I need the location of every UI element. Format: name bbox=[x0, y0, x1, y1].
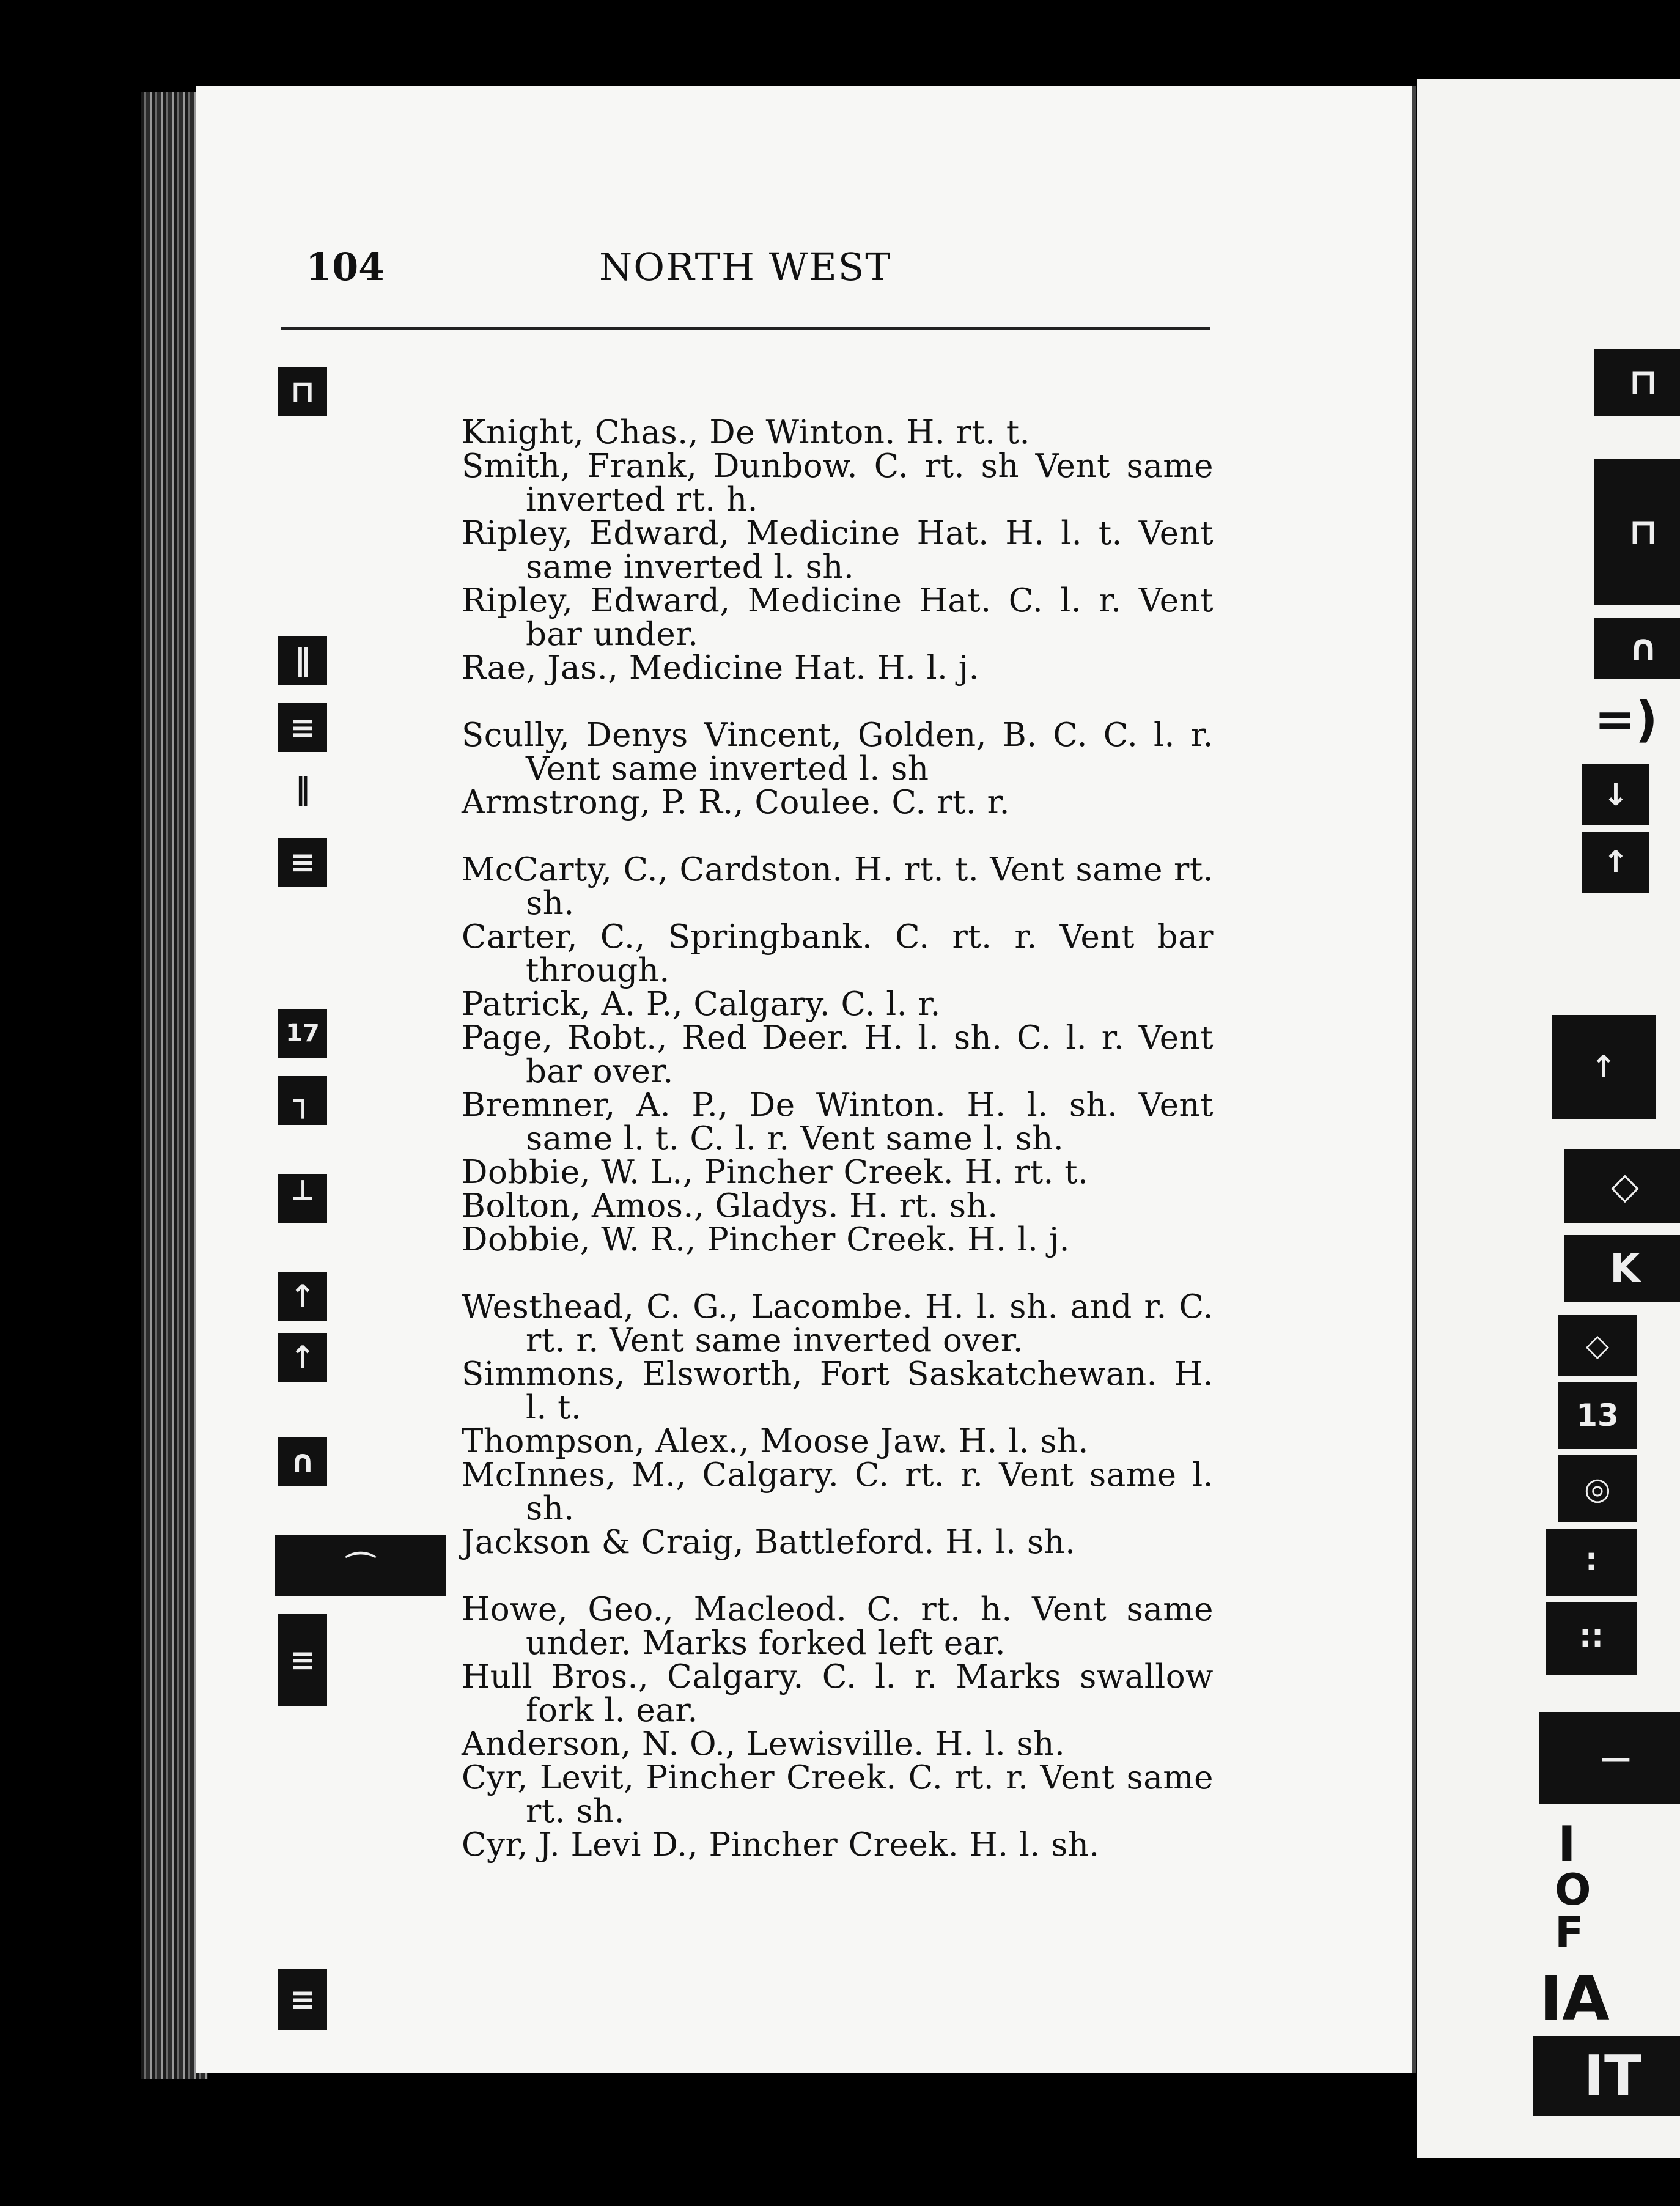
register-entry: Cyr, J. Levi D., Pincher Creek. H. l. sh. bbox=[462, 1826, 1100, 1864]
facing-brand-k: K bbox=[1564, 1235, 1680, 1302]
register-entry: Bolton, Amos., Gladys. H. rt. sh. bbox=[462, 1187, 998, 1225]
facing-brand-mark: ⊓ bbox=[1594, 349, 1680, 416]
brand-mark: 17 bbox=[278, 1009, 327, 1058]
facing-text: I bbox=[1558, 1816, 1576, 1873]
facing-brand-mark: ◇ bbox=[1558, 1315, 1637, 1376]
page-title: NORTH WEST bbox=[599, 245, 892, 289]
register-entry: Armstrong, P. R., Coulee. C. rt. r. bbox=[462, 784, 1010, 821]
brand-mark: ‖ bbox=[295, 771, 311, 806]
facing-text: F bbox=[1555, 1908, 1584, 1958]
register-entry: Patrick, A. P., Calgary. C. l. r. bbox=[462, 986, 941, 1023]
register-entry: Scully, Denys Vincent, Golden, B. C. C. l. r. Vent same inverted l. sh bbox=[462, 717, 1214, 788]
facing-brand-mark: ↑ bbox=[1552, 1015, 1656, 1119]
facing-page bbox=[1417, 79, 1680, 2158]
register-entry: Page, Robt., Red Deer. H. l. sh. C. l. r. Vent bar over. bbox=[462, 1019, 1214, 1090]
register-entry: Dobbie, W. L., Pincher Creek. H. rt. t. bbox=[462, 1154, 1089, 1191]
page-number: 104 bbox=[306, 245, 385, 289]
brand-mark: ≡ bbox=[278, 1969, 327, 2030]
register-entry: Smith, Frank, Dunbow. C. rt. sh Vent same inverted rt. h. bbox=[462, 448, 1214, 518]
brand-mark: ⌒ bbox=[275, 1535, 446, 1596]
facing-brand-mark: ◇ bbox=[1564, 1149, 1680, 1223]
facing-brand-mark: ∷ bbox=[1546, 1602, 1637, 1675]
facing-brand-mark: ↓ bbox=[1582, 764, 1649, 825]
register-entry: Westhead, C. G., Lacombe. H. l. sh. and r. C. rt. r. Vent same inverted over. bbox=[462, 1288, 1214, 1359]
facing-brand-13: 13 bbox=[1558, 1382, 1637, 1449]
brand-mark: ≡ bbox=[278, 703, 327, 752]
brand-mark: ↑ bbox=[278, 1272, 327, 1321]
register-entry: Hull Bros., Calgary. C. l. r. Marks swallow fork l. ear. bbox=[462, 1658, 1214, 1729]
brand-mark: ┴ bbox=[278, 1174, 327, 1223]
register-entry: Thompson, Alex., Moose Jaw. H. l. sh. bbox=[462, 1423, 1089, 1460]
register-entry: McInnes, M., Calgary. C. rt. r. Vent same l. sh. bbox=[462, 1456, 1214, 1527]
register-entry: Ripley, Edward, Medicine Hat. C. l. r. Vent bar under. bbox=[462, 582, 1214, 653]
register-entry: McCarty, C., Cardston. H. rt. t. Vent same rt. sh. bbox=[462, 851, 1214, 922]
register-entry: Dobbie, W. R., Pincher Creek. H. l. j. bbox=[462, 1221, 1070, 1258]
register-entry: Howe, Geo., Macleod. C. rt. h. Vent same under. Marks forked left ear. bbox=[462, 1591, 1214, 1662]
book-page bbox=[196, 86, 1416, 2073]
register-entry: Bremner, A. P., De Winton. H. l. sh. Vent same l. t. C. l. r. Vent same l. sh. bbox=[462, 1086, 1214, 1157]
page-header bbox=[196, 245, 1412, 300]
register-entry: Rae, Jas., Medicine Hat. H. l. j. bbox=[462, 649, 980, 687]
register-entry: Simmons, Elsworth, Fort Saskatchewan. H. l. t. bbox=[462, 1356, 1214, 1426]
register-entry: Cyr, Levit, Pincher Creek. C. rt. r. Vent same rt. sh. bbox=[462, 1759, 1214, 1830]
facing-brand-mark: — bbox=[1539, 1712, 1680, 1804]
brand-mark: ≡ bbox=[278, 1614, 327, 1706]
brand-mark: ∥ bbox=[278, 636, 327, 685]
register-entry: Jackson & Craig, Battleford. H. l. sh. bbox=[462, 1524, 1076, 1561]
register-entry: Carter, C., Springbank. C. rt. r. Vent bar through. bbox=[462, 918, 1214, 989]
facing-brand-mark: ⊓ bbox=[1594, 459, 1680, 605]
brand-mark: ≡ bbox=[278, 838, 327, 887]
brand-mark: ┐ bbox=[278, 1076, 327, 1125]
facing-brand-mark: ∶ bbox=[1546, 1529, 1637, 1596]
register-entry: Knight, Chas., De Winton. H. rt. t. bbox=[462, 414, 1031, 451]
facing-brand-mark: ◎ bbox=[1558, 1455, 1637, 1522]
header-rule bbox=[281, 327, 1210, 330]
facing-brand-mark: ↑ bbox=[1582, 832, 1649, 893]
brand-mark: ↑ bbox=[278, 1333, 327, 1382]
facing-text: O bbox=[1555, 1865, 1591, 1915]
register-entry: Ripley, Edward, Medicine Hat. H. l. t. Vent same inverted l. sh. bbox=[462, 515, 1214, 586]
facing-brand-it: IT bbox=[1533, 2036, 1680, 2116]
brand-mark: ∩ bbox=[278, 1437, 327, 1486]
brand-register-entries bbox=[462, 416, 1214, 1862]
register-entry: Anderson, N. O., Lewisville. H. l. sh. bbox=[462, 1725, 1066, 1763]
facing-brand-mark: ∩ bbox=[1594, 618, 1680, 679]
brand-mark: ⊓ bbox=[278, 367, 327, 416]
facing-text: =) bbox=[1594, 691, 1658, 748]
facing-text: IA bbox=[1539, 1963, 1610, 2034]
